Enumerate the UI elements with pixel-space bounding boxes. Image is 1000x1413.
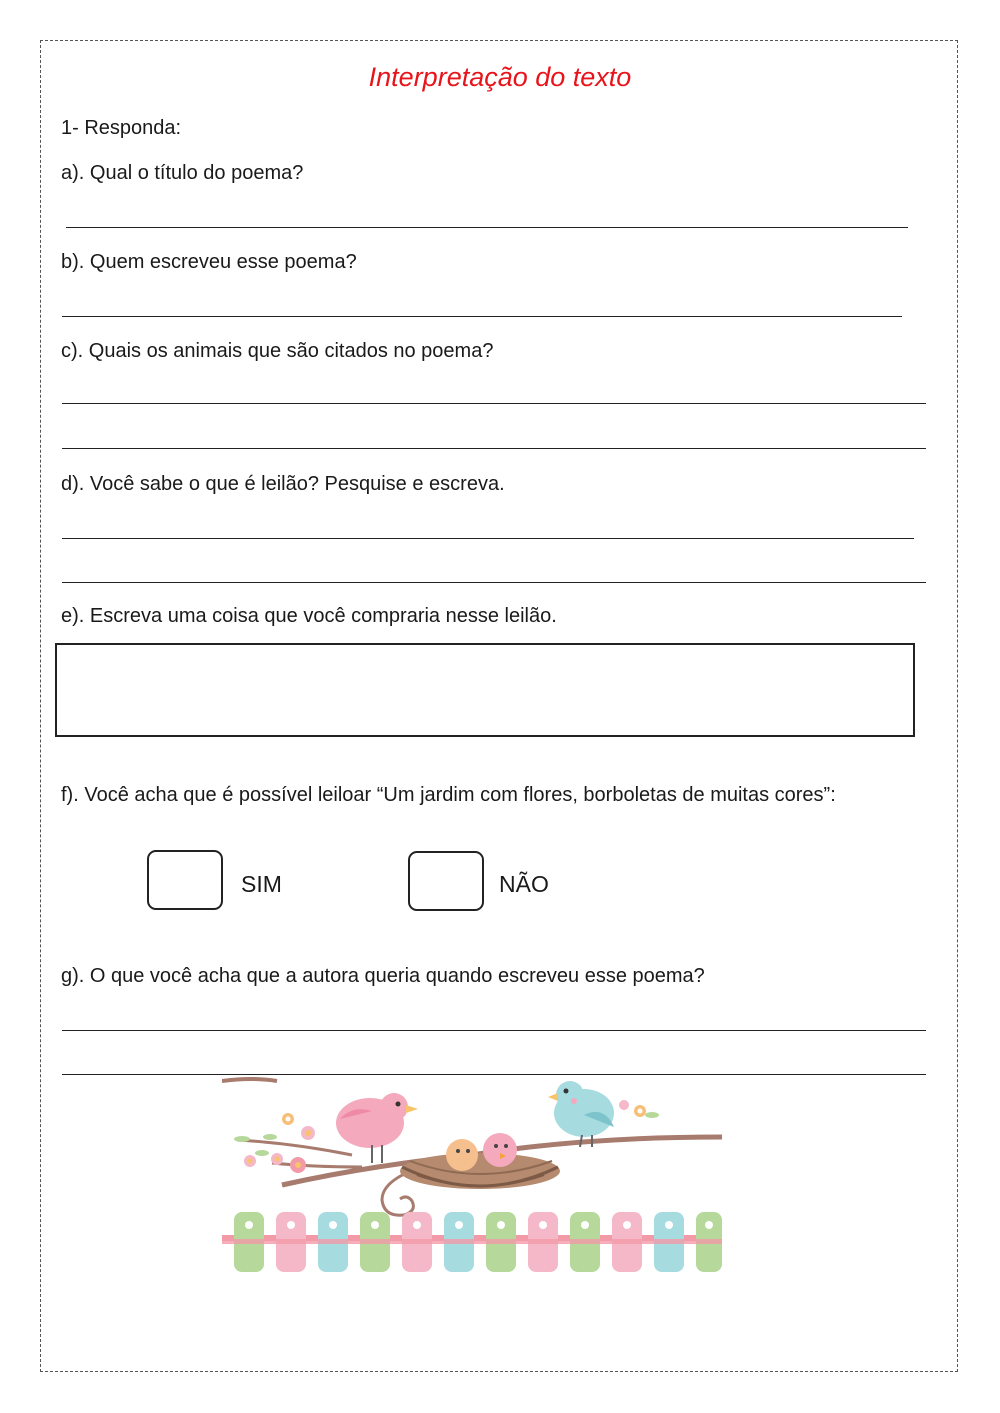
question-g: g). O que você acha que a autora queria quando escreveu esse poema? [61,965,705,987]
pink-bird-icon [336,1093,418,1163]
answer-box-e[interactable] [55,643,915,737]
answer-line-c2[interactable] [62,448,926,449]
yes-checkbox[interactable] [147,850,223,910]
yes-label: SIM [241,871,282,897]
blue-bird-icon [548,1081,614,1147]
question-c: c). Quais os animais que são citados no poema? [61,340,494,362]
question-a: a). Qual o título do poema? [61,162,304,184]
no-checkbox[interactable] [408,851,484,911]
answer-line-g1[interactable] [62,1030,926,1031]
nest-icon [400,1153,560,1189]
answer-line-a[interactable] [66,227,908,228]
question-b: b). Quem escreveu esse poema? [61,251,357,273]
birds-nest-illustration [222,1075,726,1280]
no-label: NÃO [499,871,549,897]
top-branch [222,1079,277,1081]
fence-icon [222,1212,722,1272]
instruction: 1- Responda: [61,117,182,139]
answer-line-d1[interactable] [62,538,914,539]
answer-line-b[interactable] [62,316,902,317]
left-twig [237,1140,352,1155]
answer-line-d2[interactable] [62,582,926,583]
question-f: f). Você acha que é possível leiloar “Um jardim com flores, borboletas de muitas cores”: [61,784,836,806]
answer-line-c1[interactable] [62,403,926,404]
question-d: d). Você sabe o que é leilão? Pesquise e escreva. [61,473,505,495]
question-e: e). Escreva uma coisa que você compraria nesse leilão. [61,605,557,627]
worksheet-title: Interpretação do texto [368,62,632,92]
left-twig-2 [272,1163,362,1167]
